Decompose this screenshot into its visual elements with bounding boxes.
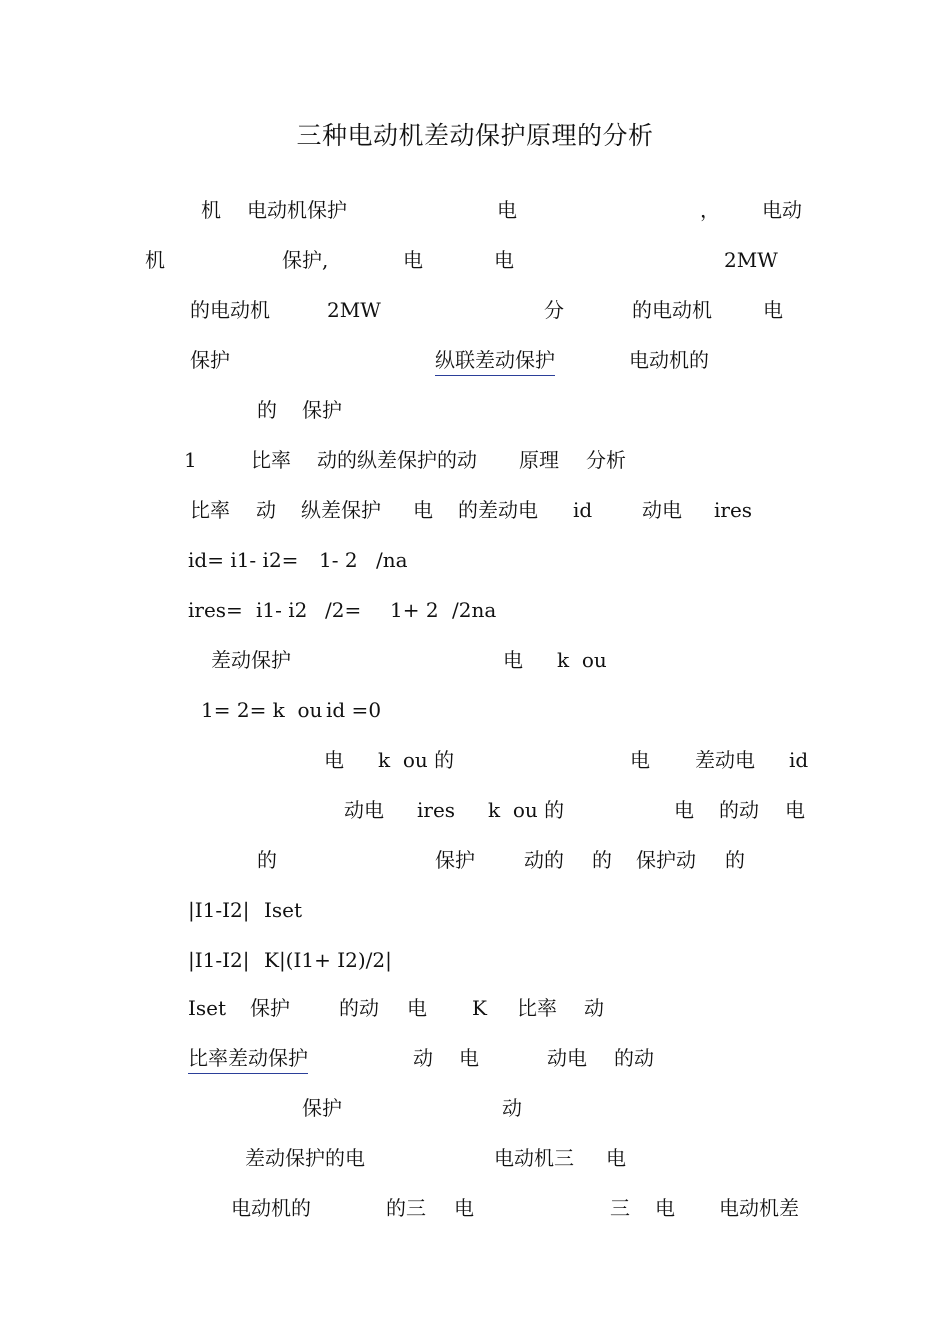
text-fragment: 的动 [339, 996, 379, 1020]
text-fragment: 差动保护 [211, 648, 291, 672]
text-fragment: 电 [497, 198, 517, 222]
text-fragment: 动电 [344, 798, 384, 822]
text-fragment: 比率 [517, 996, 557, 1020]
text-fragment: 动电 [642, 498, 682, 522]
text-fragment: Iset [188, 996, 227, 1020]
text-fragment: 电动 [762, 198, 802, 222]
text-fragment: ires [417, 798, 456, 822]
text-fragment: 纵差保护 [301, 498, 381, 522]
text-fragment: 电 [407, 996, 427, 1020]
text-fragment: 的 [592, 848, 612, 872]
text-fragment: 1- 2 [319, 548, 358, 572]
text-fragment: 电 [494, 248, 514, 272]
text-fragment: 1= 2= k ou [201, 698, 323, 722]
term-link[interactable]: 比率差动保护 [188, 1044, 308, 1074]
text-fragment: 电 [763, 298, 783, 322]
text-fragment: 电 [606, 1146, 626, 1170]
text-fragment: k ou 的 [378, 748, 455, 772]
text-fragment: 电 [324, 748, 344, 772]
text-fragment: /2= [325, 598, 362, 622]
text-fragment: 比率 [251, 448, 291, 472]
text-fragment: 保护 [435, 848, 475, 872]
text-fragment: 动的 [524, 848, 564, 872]
text-fragment: 电动机保护 [247, 198, 347, 222]
text-fragment: 三 [610, 1196, 630, 1220]
term-link[interactable]: 纵联差动保护 [435, 346, 555, 376]
text-fragment: id [789, 748, 809, 772]
text-fragment: K|(I1+ I2)/2| [264, 948, 392, 972]
text-fragment: 电 [454, 1196, 474, 1220]
text-fragment: 的动 [719, 798, 759, 822]
text-fragment: 分 [544, 298, 564, 322]
text-fragment: 电 [503, 648, 523, 672]
document-title: 三种电动机差动保护原理的分析 [296, 121, 654, 150]
text-fragment: 电 [674, 798, 694, 822]
text-fragment: 机 [145, 248, 165, 272]
text-fragment: |I1-I2| [188, 898, 250, 922]
text-fragment: /na [376, 548, 408, 572]
text-fragment: 电动机差 [719, 1196, 799, 1220]
text-fragment: 电 [785, 798, 805, 822]
text-fragment: id =0 [326, 698, 382, 722]
text-fragment: 的电动机 [632, 298, 712, 322]
text-fragment: 保护动 [636, 848, 696, 872]
text-fragment: 电 [413, 498, 433, 522]
text-fragment: id [573, 498, 593, 522]
text-fragment: k ou [557, 648, 607, 672]
text-fragment: id= i1- i2= [188, 548, 299, 572]
text-fragment: /2na [452, 598, 497, 622]
text-fragment: 保护 [302, 1096, 342, 1120]
text-fragment: 动 [584, 996, 604, 1020]
text-fragment: 动电 [547, 1046, 587, 1070]
text-fragment: 保护 [302, 398, 342, 422]
text-fragment: 差动保护的电 [245, 1146, 365, 1170]
text-fragment: 的 [257, 398, 277, 422]
text-fragment: 的 [725, 848, 745, 872]
text-fragment: 原理 [519, 448, 559, 472]
text-fragment: 动 [502, 1096, 522, 1120]
text-fragment: 电 [459, 1046, 479, 1070]
text-fragment: 保护, [282, 248, 329, 272]
text-fragment: 电 [403, 248, 423, 272]
text-fragment: 的差动电 [458, 498, 538, 522]
text-fragment: 差动电 [695, 748, 755, 772]
text-fragment: 分析 [586, 448, 626, 472]
text-fragment: 2MW [327, 298, 381, 322]
text-fragment: Iset [264, 898, 303, 922]
text-fragment: ， [700, 198, 720, 222]
text-fragment: 动 [256, 498, 276, 522]
text-fragment: 1+ 2 [390, 598, 439, 622]
text-fragment: 动的纵差保护的动 [317, 448, 477, 472]
text-fragment: 电 [655, 1196, 675, 1220]
text-fragment: 保护 [250, 996, 290, 1020]
text-fragment: 2MW [724, 248, 778, 272]
text-fragment: 动 [413, 1046, 433, 1070]
text-fragment: 电动机的 [629, 348, 709, 372]
text-fragment: 的动 [614, 1046, 654, 1070]
text-fragment: 机 [201, 198, 221, 222]
text-fragment: ires= [188, 598, 243, 622]
text-fragment: i1- i2 [256, 598, 308, 622]
text-fragment: 保护 [190, 348, 230, 372]
text-fragment: K [472, 996, 487, 1020]
text-fragment: k ou 的 [488, 798, 565, 822]
text-fragment: |I1-I2| [188, 948, 250, 972]
text-fragment: 的三 [386, 1196, 426, 1220]
text-fragment: 电动机三 [494, 1146, 574, 1170]
text-fragment: 比率 [190, 498, 230, 522]
text-fragment: 的 [257, 848, 277, 872]
text-fragment: 电动机的 [231, 1196, 311, 1220]
text-fragment: 电 [630, 748, 650, 772]
text-fragment: 1 [184, 448, 197, 472]
text-fragment: ires [714, 498, 753, 522]
text-fragment: 的电动机 [190, 298, 270, 322]
